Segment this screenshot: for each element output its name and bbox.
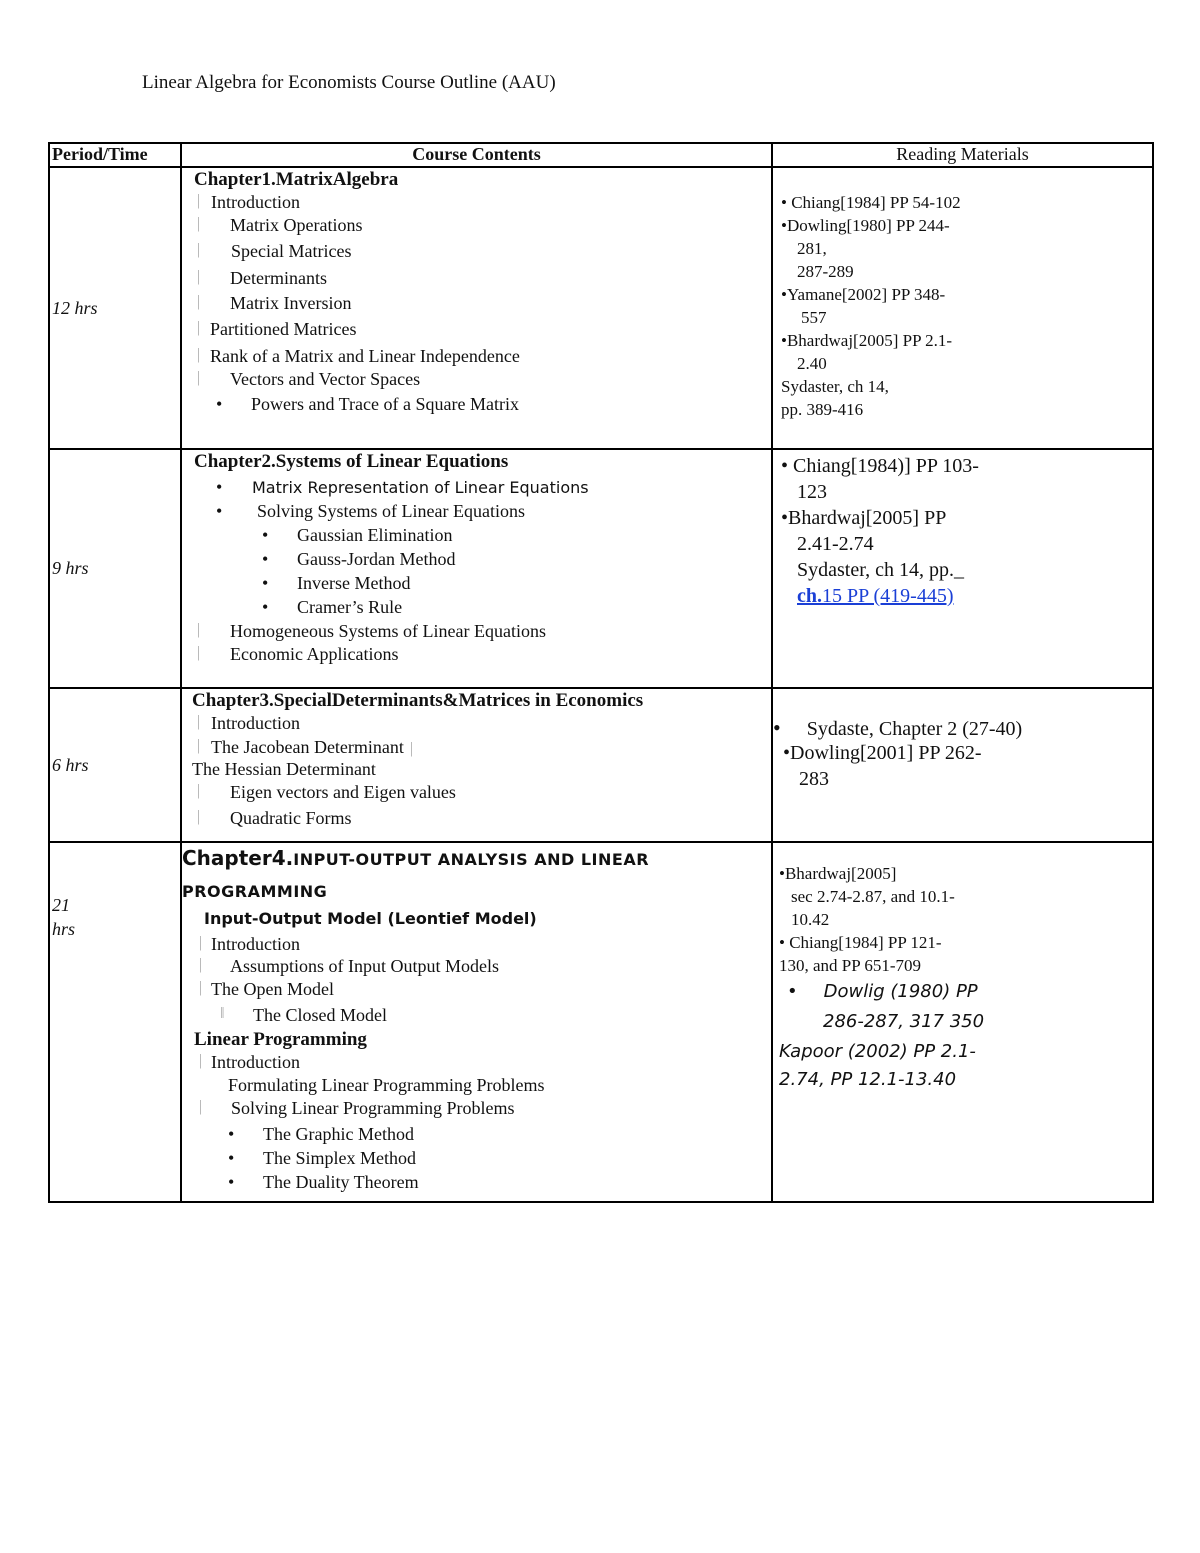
list-item: • Matrix Representation of Linear Equations bbox=[216, 477, 589, 497]
reading-line: •Dowling[1980] PP 244- bbox=[781, 216, 950, 235]
reading-line: •Yamane[2002] PP 348- bbox=[781, 285, 946, 304]
header-reading: Reading Materials bbox=[772, 143, 1153, 167]
reading-line: 281, bbox=[797, 239, 827, 258]
reading-line: •Bhardwaj[2005] bbox=[779, 864, 897, 883]
reading-line: • Chiang[1984)] PP 103- bbox=[781, 455, 979, 477]
list-item: | Economic Applications bbox=[197, 644, 399, 664]
list-item: • The Duality Theorem bbox=[228, 1172, 419, 1192]
list-item: | The Jacobean Determinant | bbox=[197, 737, 414, 757]
list-item: | Partitioned Matrices bbox=[197, 319, 357, 339]
reading-line: 2.40 bbox=[797, 354, 827, 373]
list-item: | Vectors and Vector Spaces bbox=[197, 369, 421, 389]
reading-line: • Sydaste, Chapter 2 (27-40) bbox=[773, 715, 1023, 740]
chapter-title: Chapter2.Systems of Linear Equations bbox=[194, 451, 509, 472]
reading-line: •Bhardwaj[2005] PP 2.1- bbox=[781, 331, 953, 350]
chapter-title: Chapter1.MatrixAlgebra bbox=[194, 169, 399, 190]
contents-cell bbox=[181, 688, 772, 842]
list-item: | Introduction bbox=[199, 934, 300, 954]
list-item: | Quadratic Forms bbox=[197, 808, 352, 828]
list-item: • Cramer’s Rule bbox=[262, 597, 403, 617]
reading-line: Sydaster, ch 14, bbox=[781, 377, 889, 396]
reading-line: •Dowling[2001] PP 262- bbox=[783, 742, 982, 764]
list-item: • The Graphic Method bbox=[228, 1124, 414, 1144]
table-row bbox=[49, 688, 1153, 842]
header-row bbox=[49, 143, 1153, 167]
period-cell: 6 hrs bbox=[49, 688, 181, 842]
contents-cell bbox=[181, 842, 772, 1202]
reading-cell bbox=[772, 167, 1153, 449]
reading-line: 123 bbox=[797, 481, 827, 503]
list-item: The Hessian Determinant bbox=[192, 759, 376, 779]
reading-line: 130, and PP 651-709 bbox=[779, 956, 921, 975]
header-period: Period/Time bbox=[49, 143, 181, 167]
section-heading: Input-Output Model (Leontief Model) bbox=[204, 909, 537, 928]
reading-cell bbox=[772, 449, 1153, 688]
reading-line: •Bhardwaj[2005] PP bbox=[781, 507, 947, 529]
table-row bbox=[49, 449, 1153, 688]
list-item: | Matrix Inversion bbox=[197, 293, 352, 313]
reading-line: 287-289 bbox=[797, 262, 854, 281]
list-item: | The Open Model bbox=[199, 979, 334, 999]
list-item: • Solving Systems of Linear Equations bbox=[216, 501, 525, 521]
chapter-title-cont: PROGRAMMING bbox=[182, 882, 328, 901]
period-cell: 21 hrs bbox=[49, 842, 181, 1202]
list-item: | Homogeneous Systems of Linear Equations bbox=[197, 621, 546, 641]
list-item: | Special Matrices bbox=[197, 241, 352, 261]
reading-line: 286-287, 317 350 bbox=[823, 1011, 985, 1032]
list-item: | Eigen vectors and Eigen values bbox=[197, 782, 456, 802]
list-item: • Powers and Trace of a Square Matrix bbox=[216, 394, 519, 414]
reading-line: • Dowlig (1980) PP bbox=[787, 981, 978, 1002]
list-item: | Introduction bbox=[197, 713, 300, 733]
reading-line: pp. 389-416 bbox=[781, 400, 864, 419]
reading-cell bbox=[772, 842, 1153, 1202]
table-row bbox=[49, 842, 1153, 1202]
period-cell: 9 hrs bbox=[49, 449, 181, 688]
list-item: | Matrix Operations bbox=[197, 215, 363, 235]
reading-line: 10.42 bbox=[791, 910, 830, 929]
period-cell: 12 hrs bbox=[49, 167, 181, 449]
list-item: | Introduction bbox=[199, 1052, 300, 1072]
list-item: | Solving Linear Programming Problems bbox=[199, 1098, 515, 1118]
table-row bbox=[49, 167, 1153, 449]
contents-cell bbox=[181, 167, 772, 449]
list-item: | Introduction bbox=[197, 192, 300, 212]
chapter-title: Chapter4.INPUT-OUTPUT ANALYSIS AND LINEAR bbox=[182, 846, 650, 870]
contents-cell bbox=[181, 449, 772, 688]
list-item: | Assumptions of Input Output Models bbox=[199, 956, 500, 976]
list-item: | Determinants bbox=[197, 268, 327, 288]
chapter-title: Chapter3.SpecialDeterminants&Matrices in Economics bbox=[192, 690, 644, 711]
reading-cell bbox=[772, 688, 1153, 842]
reading-line: Sydaster, ch 14, pp._ bbox=[797, 559, 964, 581]
reading-line bbox=[781, 586, 1152, 612]
list-item: | Rank of a Matrix and Linear Independence bbox=[197, 346, 520, 366]
section-heading: Linear Programming bbox=[194, 1029, 367, 1050]
list-item: • Gaussian Elimination bbox=[262, 525, 453, 545]
pages-link[interactable]: 15 PP (419-445) bbox=[822, 585, 954, 607]
chapter-link[interactable]: ch. bbox=[797, 585, 822, 607]
list-item: • Gauss-Jordan Method bbox=[262, 549, 456, 569]
header-contents: Course Contents bbox=[181, 143, 772, 167]
list-item: Formulating Linear Programming Problems bbox=[228, 1075, 545, 1095]
reading-line: 283 bbox=[799, 768, 829, 790]
reading-line: Kapoor (2002) PP 2.1- bbox=[779, 1041, 976, 1062]
list-item: • The Simplex Method bbox=[228, 1148, 416, 1168]
reading-line: sec 2.74-2.87, and 10.1- bbox=[791, 887, 955, 906]
reading-line: • Chiang[1984] PP 54-102 bbox=[781, 193, 961, 212]
reading-line: 2.74, PP 12.1-13.40 bbox=[779, 1069, 957, 1090]
reading-line: 2.41-2.74 bbox=[797, 533, 874, 555]
reading-line: • Chiang[1984] PP 121- bbox=[779, 933, 942, 952]
reading-line: 557 bbox=[801, 308, 827, 327]
course-outline-table bbox=[48, 142, 1154, 1203]
document-title: Linear Algebra for Economists Course Outline (AAU) bbox=[142, 72, 556, 93]
list-item: • Inverse Method bbox=[262, 573, 411, 593]
list-item: ‖ The Closed Model bbox=[220, 1005, 387, 1025]
